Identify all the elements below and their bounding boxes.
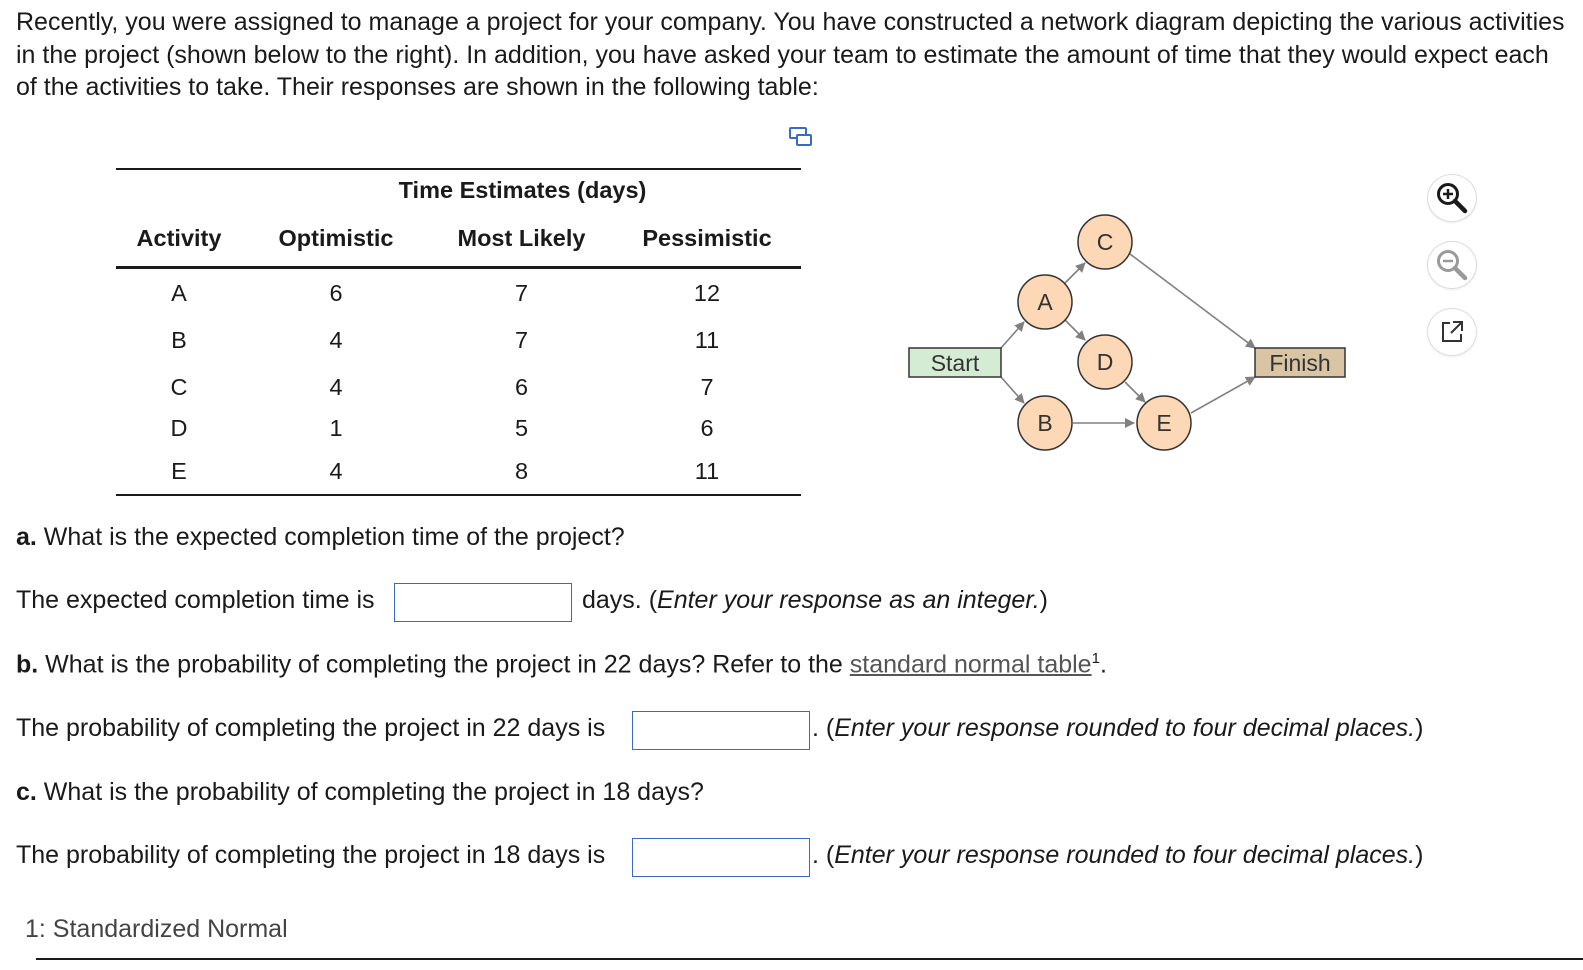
edge-a-c [1065,263,1085,283]
question-c-text: What is the probability of completing the project in 18 days? [36,778,704,806]
table-top-rule [116,168,801,170]
edge-a-d [1065,320,1085,340]
node-c-label: C [1096,229,1114,255]
node-b-label: B [1037,410,1053,436]
node-d-label: D [1096,349,1114,375]
answer-b-suffix-close: ) [1415,714,1424,742]
answer-c-prefix: The probability of completing the project in 18 days is [16,841,606,869]
question-b-letter: b. [16,650,39,679]
answer-a-input[interactable] [394,583,572,622]
answer-b-instruction: Enter your response rounded to four decimal places. [834,714,1416,742]
question-a-text: What is the expected completion time of the project? [36,523,625,551]
header-most-likely: Most Likely [457,225,586,251]
table-header-rule [116,266,801,269]
zoom-in-button[interactable] [1428,175,1476,221]
answer-a-prefix: The expected completion time is [16,586,375,614]
answer-a-suffix-plain: days. ( [582,586,658,614]
zoom-in-icon [1435,181,1469,215]
table-cell: 12 [693,280,721,306]
node-d [1078,335,1132,389]
node-b [1018,396,1072,450]
edge-d-e [1125,382,1145,402]
table-cell: 7 [514,327,529,353]
node-a-label: A [1037,289,1053,315]
edge-e-finish [1191,377,1255,413]
header-activity: Activity [136,225,222,251]
problem-intro: Recently, you were assigned to manage a project for your company. You have constructed a network diagram depicting the various activities in the project (shown below to the right). In addition, you have asked your team to estimate the amount of time that they would expect each of the activities to take. Their responses are shown in the following table: [16,8,1565,101]
start-label: Start [930,350,980,376]
table-cell: E [171,458,187,484]
answer-a-suffix [582,586,1048,615]
answer-c-input[interactable] [632,838,810,877]
table-cell: C [170,374,188,400]
question-c [16,778,704,807]
time-estimates-header: Time Estimates (days) [398,177,647,203]
answer-a-suffix-close: ) [1039,586,1048,614]
start-node [909,348,1001,377]
zoom-out-button[interactable] [1428,242,1476,288]
finish-label: Finish [1269,350,1331,376]
table-cell: D [170,415,188,441]
edge-start-b [1001,377,1024,403]
table-cell: A [171,280,187,306]
question-b-text: What is the probability of completing the project in 22 days? Refer to the [38,650,850,679]
table-cell: 5 [514,415,529,441]
footnote-rule [36,958,1583,960]
table-cell: 6 [514,374,529,400]
table-cell: 7 [514,280,529,306]
table-cell: 11 [694,458,720,484]
question-b-end: . [1099,650,1107,679]
zoom-out-icon [1435,248,1469,282]
answer-c-instruction: Enter your response rounded to four decimal places. [834,841,1416,869]
table-cell: 6 [700,415,714,441]
answer-c-suffix [812,841,1423,870]
node-e [1137,396,1191,450]
answer-b-suffix [812,714,1423,743]
table-cell: B [171,327,187,353]
standard-normal-table-link[interactable]: standard normal table [849,650,1092,679]
node-c [1078,215,1132,269]
popout-button[interactable] [1428,309,1476,355]
answer-c-suffix-close: ) [1415,841,1424,869]
table-cell: 11 [694,327,720,353]
table-cell: 1 [329,415,343,441]
network-diagram [900,200,1360,460]
question-a-letter: a. [16,523,37,551]
answer-b-input[interactable] [632,711,810,750]
table-cell: 4 [329,458,343,484]
question-c-letter: c. [16,778,37,806]
copy-icon[interactable] [789,126,813,148]
answer-b-prefix: The probability of completing the project in 22 days is [16,714,606,742]
table-bottom-rule [116,494,801,496]
finish-node [1255,348,1345,377]
popout-icon [1438,318,1466,346]
table-cell: 6 [329,280,343,306]
header-optimistic: Optimistic [278,225,394,251]
table-cell: 4 [329,374,343,400]
answer-a-instruction: Enter your response as an integer. [657,586,1040,614]
edge-start-a [1001,322,1024,348]
header-pessimistic: Pessimistic [642,225,772,251]
answer-b-suffix-plain: . ( [812,714,835,742]
question-a [16,523,625,552]
table-cell: 4 [329,327,343,353]
node-a [1018,275,1072,329]
footnote-ref[interactable]: 1 [1091,650,1100,667]
footnote-text: 1: Standardized Normal [25,915,288,943]
table-cell: 8 [514,458,529,484]
answer-c-suffix-plain: . ( [812,841,835,869]
node-e-label: E [1156,410,1172,436]
table-cell: 7 [700,374,714,400]
time-estimates-table [116,167,801,497]
question-b [16,650,1107,679]
edge-c-finish [1130,254,1255,348]
